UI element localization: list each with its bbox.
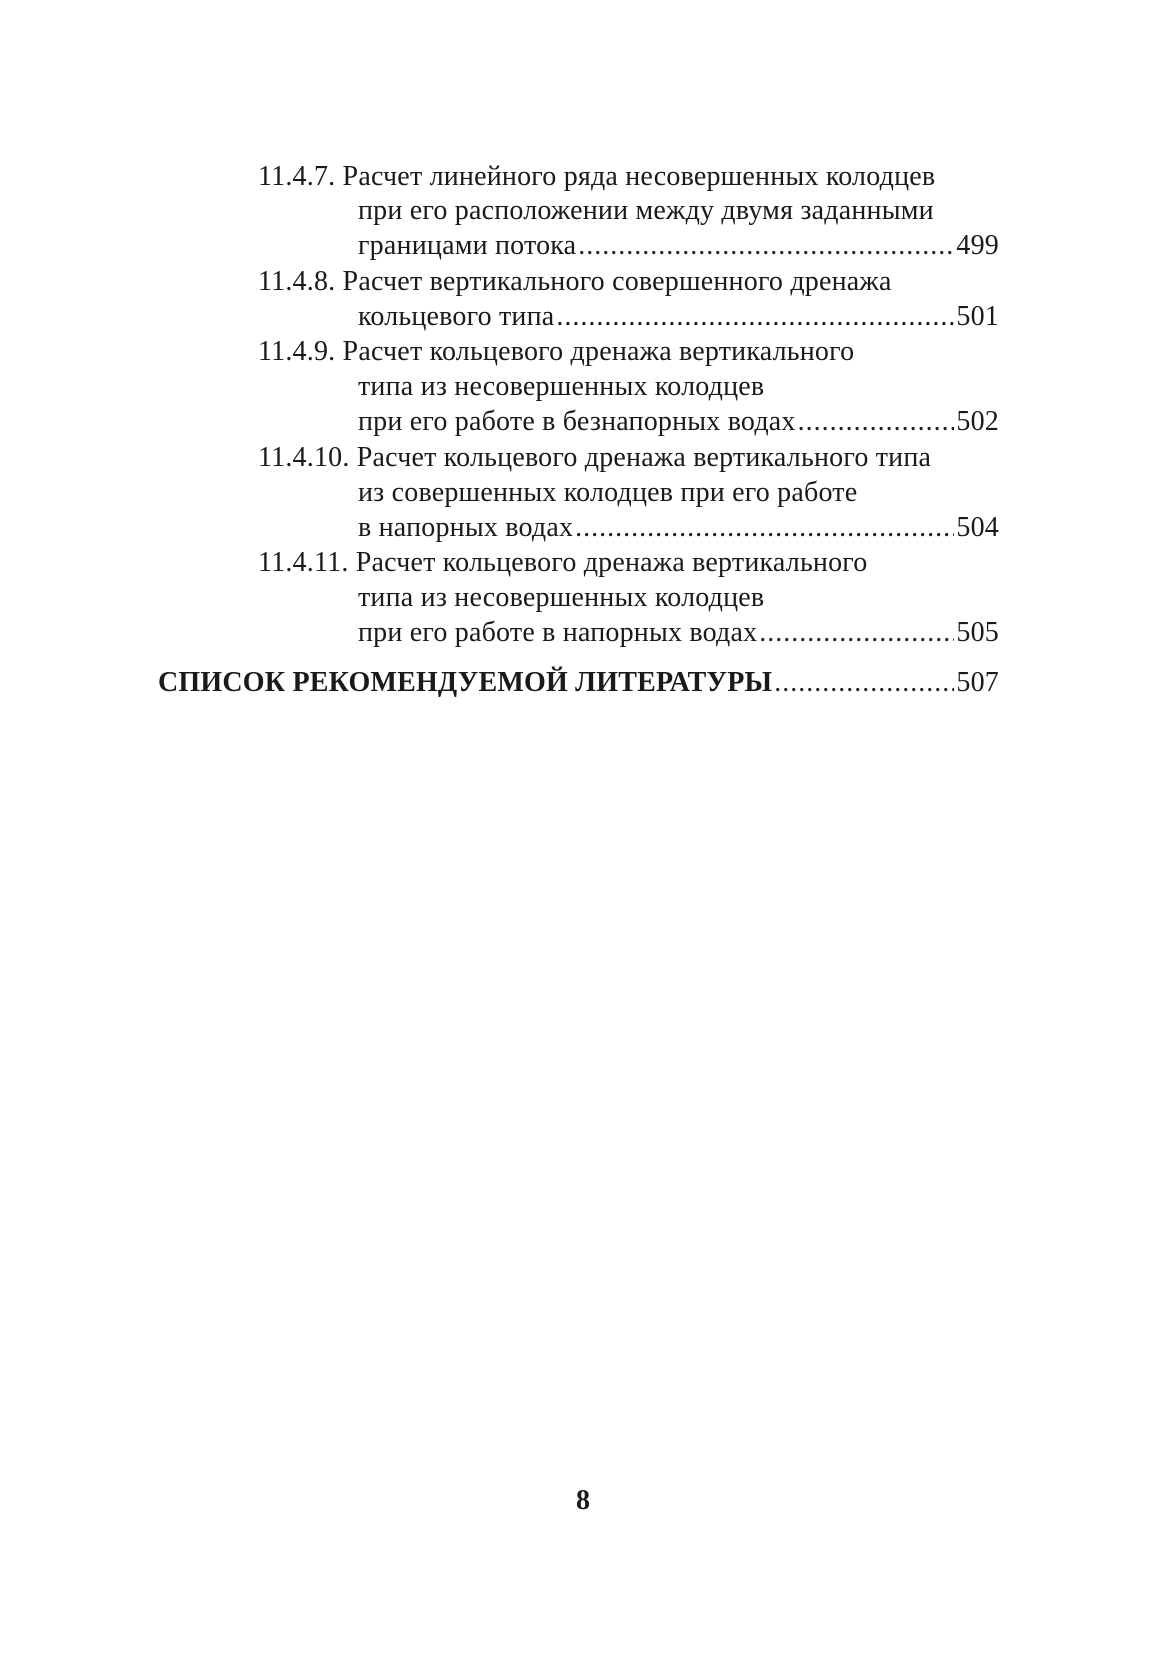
toc-entry-11-4-11-line-2: типа из несовершенных колодцев	[358, 582, 765, 613]
dot-leader	[759, 616, 954, 650]
toc-page-number: 499	[956, 230, 999, 261]
toc-entry-11-4-11-line-1: 11.4.11. Расчет кольцевого дренажа вертикального	[258, 547, 868, 578]
toc-entry-11-4-9-line-2: типа из несовершенных колодцев	[358, 371, 765, 402]
toc-entry-11-4-9-line-3[interactable]	[358, 405, 999, 439]
toc-entry-11-4-10-line-1: 11.4.10. Расчет кольцевого дренажа вертикального типа	[258, 442, 932, 473]
toc-entry-11-4-9-line-1: 11.4.9. Расчет кольцевого дренажа вертикального	[258, 336, 855, 367]
toc-page-number: 507	[956, 667, 999, 698]
toc-entry-11-4-10-line-2: из совершенных колодцев при его работе	[358, 477, 858, 508]
toc-entry-11-4-8-line-1: 11.4.8. Расчет вертикального совершенного дренажа	[258, 266, 892, 297]
toc-page-number: 505	[956, 617, 999, 648]
toc-entry-text: при его работе в напорных водах	[358, 617, 758, 648]
dot-leader	[774, 666, 954, 700]
toc-entry-text: при его работе в безнапорных водах	[358, 406, 796, 437]
toc-page-number: 502	[956, 406, 999, 437]
toc-entry-11-4-7-line-1: 11.4.7. Расчет линейного ряда несовершенных колодцев	[258, 161, 936, 192]
toc-entry-11-4-7-line-2: при его расположении между двумя заданными	[358, 195, 934, 226]
toc-entry-bibliography[interactable]	[158, 666, 999, 700]
toc-entry-11-4-10-line-3[interactable]	[358, 511, 999, 545]
toc-entry-text: кольцевого типа	[358, 301, 555, 332]
dot-leader	[578, 229, 954, 263]
dot-leader	[798, 405, 955, 439]
toc-entry-text: границами потока	[358, 230, 577, 261]
dot-leader	[556, 300, 954, 334]
dot-leader	[575, 511, 954, 545]
page-number: 8	[576, 1485, 590, 1516]
toc-page-number: 504	[956, 512, 999, 543]
toc-page-number: 501	[956, 301, 999, 332]
toc-entry-text: в напорных водах	[358, 512, 574, 543]
toc-entry-11-4-11-line-3[interactable]	[358, 616, 999, 650]
toc-entry-11-4-7-line-3[interactable]	[358, 229, 999, 263]
bibliography-title: СПИСОК РЕКОМЕНДУЕМОЙ ЛИТЕРАТУРЫ	[158, 667, 773, 698]
toc-entry-11-4-8-line-2[interactable]	[358, 300, 999, 334]
